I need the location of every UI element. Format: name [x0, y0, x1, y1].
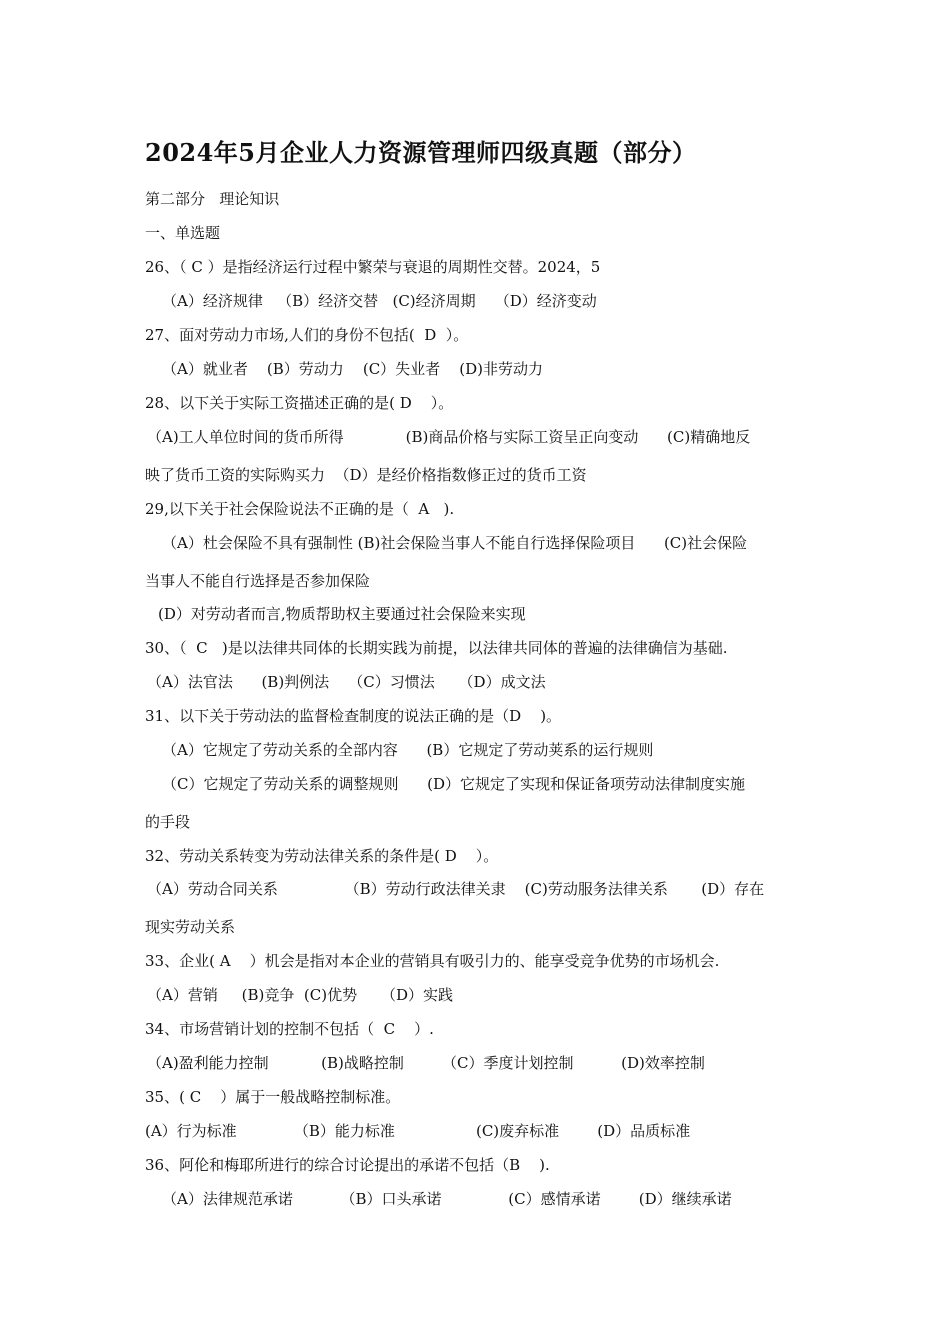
question-29: 29,以下关于社会保险说法不正确的是（ A ). [145, 500, 455, 518]
question-31-options-cont: 的手段 [145, 813, 191, 831]
question-26: 26、（ C ）是指经济运行过程中繁荣与衰退的周期性交替。2024，5 [145, 258, 601, 276]
question-31: 31、以下关于劳动法的监督检查制度的说法正确的是（D )。 [145, 707, 562, 725]
question-33-options: （A）营销 (B)竞争 (C)优势 （D）实践 [147, 986, 453, 1004]
question-34-options: （A)盈利能力控制 (B)战略控制 （C）季度计划控制 (D)效率控制 [147, 1054, 705, 1072]
question-29-options-cont: 当事人不能自行选择是否参加保险 [145, 572, 371, 590]
question-27-options: （A）就业者 (B）劳动力 (C）失业者 (D)非劳动力 [162, 360, 543, 378]
question-30: 30、（ C )是以法律共同体的长期实践为前提，以法律共同体的普遍的法律确信为基础. [145, 639, 728, 657]
question-32: 32、劳动关系转变为劳动法律关系的条件是( D ）。 [145, 847, 499, 865]
question-35: 35、( C ）属于一般战略控制标准。 [145, 1088, 401, 1106]
question-26-options: （A）经济规律 （B）经济交替 (C)经济周期 （D）经济变动 [162, 292, 597, 310]
question-34: 34、市场营销计划的控制不包括（ C ）. [145, 1020, 434, 1038]
question-30-options: （A）法官法 (B)判例法 （C）习惯法 （D）成文法 [147, 673, 546, 691]
question-28-options-cont: 映了货币工资的实际购买力 （D）是经价格指数修正过的货币工资 [145, 466, 587, 484]
question-32-options: （A）劳动合同关系 （B）劳动行政法律关隶 (C)劳动服务法律关系 (D）存在 [147, 880, 765, 898]
question-29-option-d: (D）对劳动者而言,物质帮助权主要通过社会保险来实现 [158, 605, 526, 623]
question-28: 28、以下关于实际工资描述正确的是( D ）。 [145, 394, 454, 412]
question-27: 27、面对劳动力市场,人们的身份不包括( D ）。 [145, 326, 469, 344]
document-title: 2024年5月企业人力资源管理师四级真题（部分） [145, 138, 697, 167]
section-heading: 第二部分 理论知识 [145, 190, 280, 208]
question-32-options-cont: 现实劳动关系 [145, 918, 236, 936]
question-31-options-ab: （A）它规定了劳动关系的全部内容 (B）它规定了劳动荚系的运行规则 [162, 741, 654, 759]
question-36-options: （A）法律规范承诺 （B）口头承诺 (C）感情承诺 (D）继续承诺 [162, 1190, 732, 1208]
subsection-heading: 一、单选题 [145, 224, 221, 242]
question-29-options: （A）杜会保险不具有强制性 (B)社会保险当事人不能自行选择保险项目 (C)社会保险 [162, 534, 748, 552]
question-33: 33、企业( A ）机会是指对本企业的营销具有吸引力的、能享受竞争优势的市场机会. [145, 952, 720, 970]
question-28-options: （A)工人单位时间的货币所得 (B)商品价格与实际工资呈正向变动 (C)精确地反 [147, 428, 751, 446]
question-35-options: (A）行为标准 （B）能力标准 (C)废弃标准 (D）品质标准 [145, 1122, 691, 1140]
question-31-options-cd: （C）它规定了劳动关系的调整规则 (D）它规定了实现和保证备项劳动法律制度实施 [162, 775, 745, 793]
question-36: 36、阿伦和梅耶所进行的综合讨论提出的承诺不包括（B ). [145, 1156, 550, 1174]
